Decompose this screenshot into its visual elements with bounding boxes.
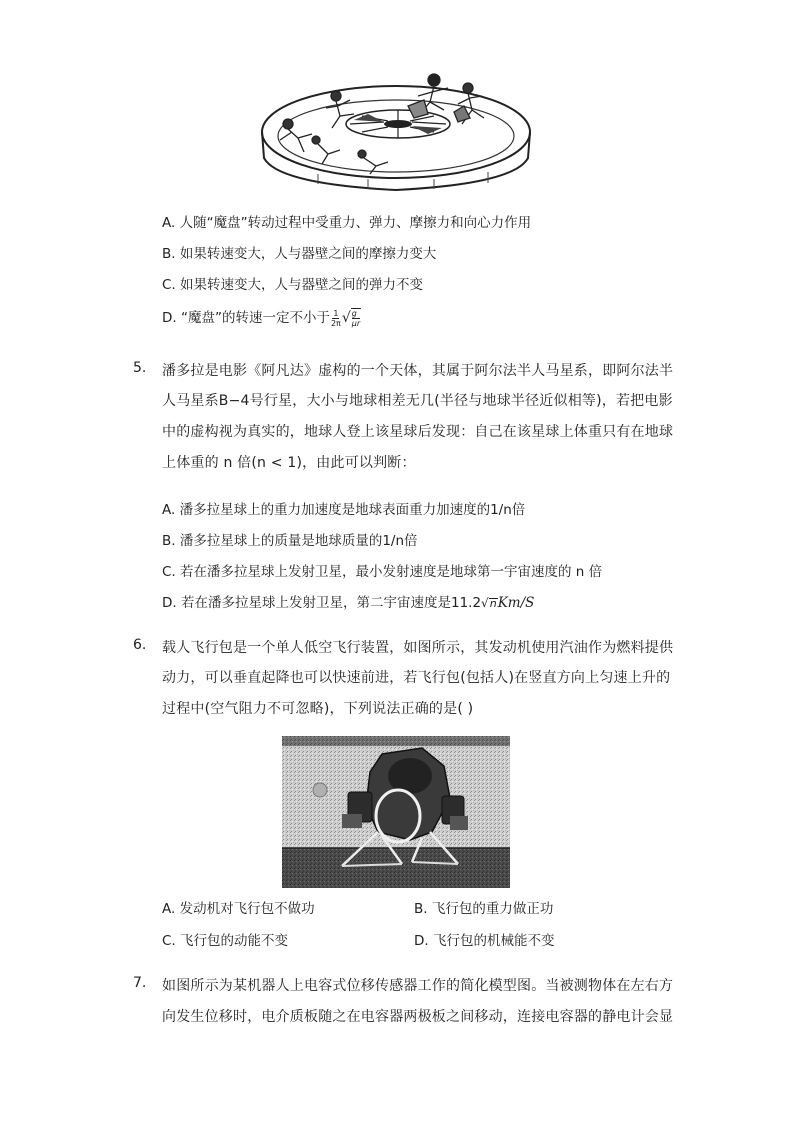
q5-option-b[interactable]: B. 潘多拉星球上的质量是地球质量的1/n倍 [162,533,418,549]
q4-option-d-fraction [331,309,341,328]
q6-number: 6. [133,637,147,653]
q4-option-d-prefix: D. “魔盘”的转速一定不小于 [162,310,330,326]
q5-stem-line-2: 人马星系B−4号行星，大小与地球相差无几(半径与地球半径近似相等)，若把电影 [162,393,673,409]
q4-option-c[interactable]: C. 如果转速变大，人与器壁之间的弹力不变 [162,277,424,293]
q5-stem-line-4: 上体重的 n 倍(n < 1)，由此可以判断： [162,455,416,471]
q6-option-d[interactable]: D. 飞行包的机械能不变 [414,933,555,949]
q5-option-d-unit: Km/S [497,595,535,611]
q5-option-a[interactable]: A. 潘多拉星球上的重力加速度是地球表面重力加速度的1/n倍 [162,502,526,518]
q4-sqrt-numerator: g [352,309,360,319]
q6-option-c[interactable]: C. 飞行包的动能不变 [162,933,289,949]
magic-disc-figure [258,66,534,194]
q4-option-a[interactable]: A. 人随“魔盘”转动过程中受重力、弹力、摩擦力和向心力作用 [162,215,532,231]
q5-stem-line-3: 中的虚构视为真实的，地球人登上该星球后发现：自己在该星球上体重只有在地球 [162,424,674,440]
q4-option-d[interactable] [162,306,361,328]
q5-radical-sign: √ [481,596,489,610]
q7-stem-line-2: 向发生位移时，电介质板随之在电容器两极板之间移动，连接电容器的静电计会显 [162,1009,674,1025]
q4-radical-sign: √ [341,310,351,326]
q4-option-d-sqrt [351,308,361,328]
q7-stem-line-1: 如图所示为某机器人上电容式位移传感器工作的简化模型图。当被测物体在左右方 [162,978,674,994]
q5-option-d[interactable] [162,591,534,611]
q5-option-c[interactable]: C. 若在潘多拉星球上发射卫星，最小发射速度是地球第一宇宙速度的 n 倍 [162,564,603,580]
q6-option-b[interactable]: B. 飞行包的重力做正功 [414,901,554,917]
q6-stem-line-2: 动力，可以垂直起降也可以快速前进，若飞行包(包括人)在竖直方向上匀速上升的 [162,670,671,686]
q5-sqrt-n: n [489,597,497,610]
q4-fraction-numerator: 1 [333,308,339,318]
q6-stem-line-3: 过程中(空气阻力不可忽略)，下列说法正确的是( ) [162,701,474,717]
q5-number: 5. [133,360,147,376]
jetpack-photo [282,736,510,888]
q6-option-a[interactable]: A. 发动机对飞行包不做功 [162,901,315,917]
q5-stem-line-1: 潘多拉是电影《阿凡达》虚构的一个天体，其属于阿尔法半人马星系，即阿尔法半 [162,363,674,379]
q6-stem-line-1: 载人飞行包是一个单人低空飞行装置，如图所示，其发动机使用汽油作为燃料提供 [162,640,674,656]
q7-number: 7. [133,975,147,991]
q4-option-b[interactable]: B. 如果转速变大，人与器壁之间的摩擦力变大 [162,246,437,262]
q5-option-d-prefix: D. 若在潘多拉星球上发射卫星，第二宇宙速度是11.2 [162,595,482,611]
q4-sqrt-denominator: μr [351,319,361,328]
q4-fraction-denominator: 2π [330,318,341,328]
